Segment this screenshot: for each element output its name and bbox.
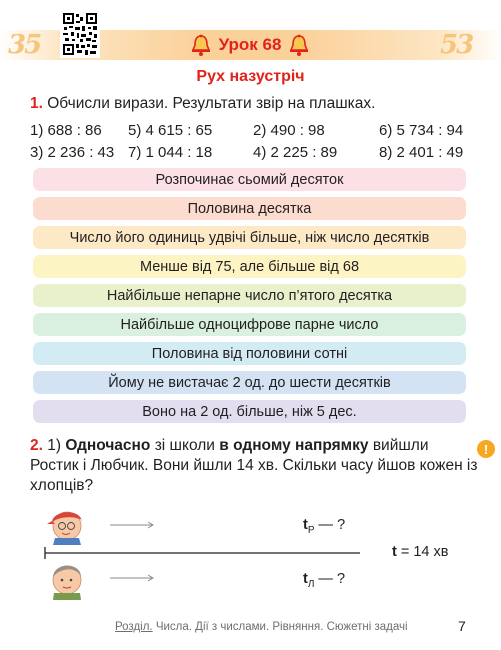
footer-section-link[interactable]: Розділ. <box>115 621 153 633</box>
time-rostyk-label: $t_Р$ — ? <box>303 517 346 536</box>
answer-plaque: Воно на 2 од. більше, ніж 5 дес. <box>33 400 466 423</box>
bell-icon <box>191 34 211 56</box>
answer-plaque: Половина десятка <box>33 197 466 220</box>
answer-plaque: Менше від 75, але більше від 68 <box>33 255 466 278</box>
expression: 8) 2 401 : 49 <box>379 144 464 161</box>
qr-code-icon[interactable] <box>60 10 100 58</box>
expression: 5) 4 615 : 65 <box>128 122 213 139</box>
task2-number: 2. <box>30 437 43 454</box>
expression: 6) 5 734 : 94 <box>379 122 464 139</box>
page-number: 7 <box>458 618 466 634</box>
task1-text: Обчисли вирази. Результати звір на плашках. <box>47 95 376 112</box>
answer-plaque: Половина від половини сотні <box>33 342 466 365</box>
footer-section <box>115 621 408 633</box>
task2-bold-direction: в одному напрямку <box>219 437 369 454</box>
lesson-heading <box>180 30 320 60</box>
answer-plaque: Число його одиниць удвічі більше, ніж число десятків <box>33 226 466 249</box>
task2-bold-simultaneously: Одночасно <box>65 437 151 454</box>
warning-icon: ! <box>477 440 495 458</box>
lesson-title: Урок 68 <box>218 35 282 54</box>
decorative-digits-right: 53 <box>440 30 473 60</box>
task2-part: 1) <box>47 437 62 454</box>
expression: 3) 2 236 : 43 <box>30 144 115 161</box>
answer-plaque: Найбільше непарне число п’ятого десятка <box>33 284 466 307</box>
expression: 1) 688 : 86 <box>30 122 102 139</box>
task2-text <box>30 436 480 496</box>
bell-icon <box>289 34 309 56</box>
answer-plaques <box>33 168 466 429</box>
task2-text-a: зі школи <box>154 437 215 454</box>
footer-section-text: Числа. Дії з числами. Рівняння. Сюжетні задачі <box>152 621 408 633</box>
task2-text-b: вийшли Ростик і Любчик. Вони йшли 14 хв. Скільки часу йшов кожен із хлопців? <box>30 437 478 494</box>
decorative-digits-left: 35 <box>8 30 41 60</box>
time-liubchyk-label: $t_Л$ — ? <box>303 571 346 590</box>
topic-title: Рух назустріч <box>196 68 305 85</box>
boy-liubchyk-icon <box>53 566 81 600</box>
expressions-grid <box>30 121 470 162</box>
motion-diagram <box>0 500 501 605</box>
answer-plaque: Розпочинає сьомий десяток <box>33 168 466 191</box>
task1-instruction <box>30 94 375 114</box>
task1-number: 1. <box>30 95 43 112</box>
expression: 7) 1 044 : 18 <box>128 144 213 161</box>
boy-rostyk-icon <box>47 512 82 545</box>
expression: 4) 2 225 : 89 <box>253 144 338 161</box>
answer-plaque: Йому не вистачає 2 од. до шести десятків <box>33 371 466 394</box>
answer-plaque: Найбільше одноцифрове парне число <box>33 313 466 336</box>
expression: 2) 490 : 98 <box>253 122 325 139</box>
total-time-label: t = 14 хв <box>392 544 449 560</box>
